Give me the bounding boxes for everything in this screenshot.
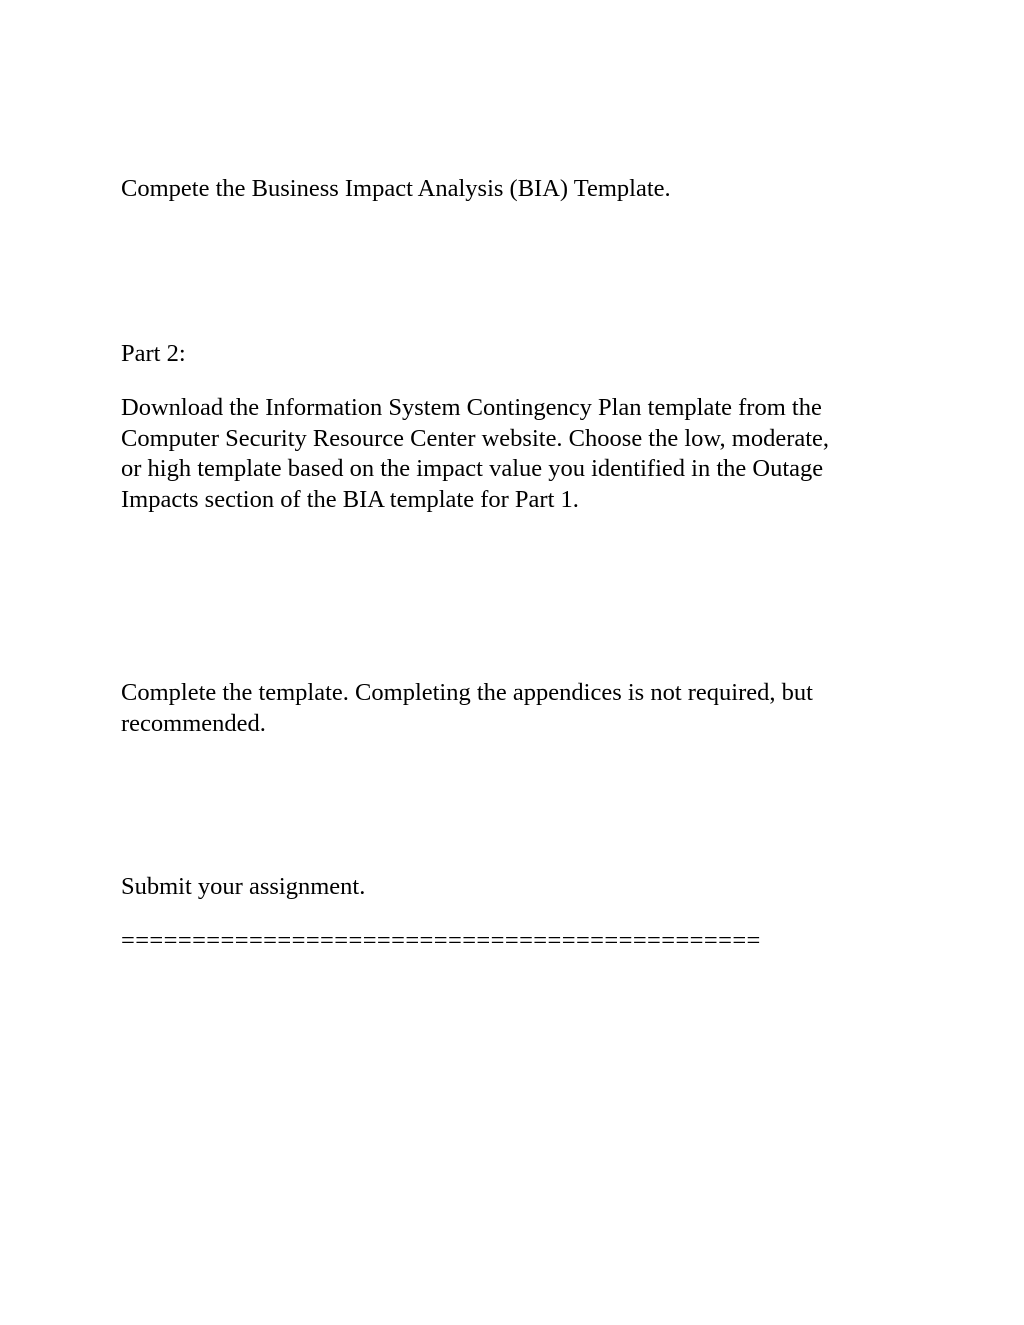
submit-instruction [121,872,921,903]
text-line: Download the Information System Contingency Plan template from the [121,394,822,421]
text-line: or high template based on the impact value you identified in the Outage [121,455,824,482]
text-line: Submit your assignment. [121,873,366,900]
text-line: recommended. [121,709,266,737]
text-line: Part 2: [121,340,186,367]
text-line: ============================================= [121,927,761,954]
text-line: Computer Security Resource Center website. Choose the low, moderate, [121,424,830,452]
text-line: Complete the template. Completing the appendices is not required, but [121,679,813,706]
instruction-bia-template [121,174,921,205]
download-instructions [121,393,921,515]
text-line: Impacts section of the BIA template for Part 1. [121,485,579,513]
complete-template-instructions [121,678,921,739]
separator-line [121,926,921,957]
text-line: Compete the Business Impact Analysis (BIA) Template. [121,175,671,202]
part-heading [121,339,921,370]
